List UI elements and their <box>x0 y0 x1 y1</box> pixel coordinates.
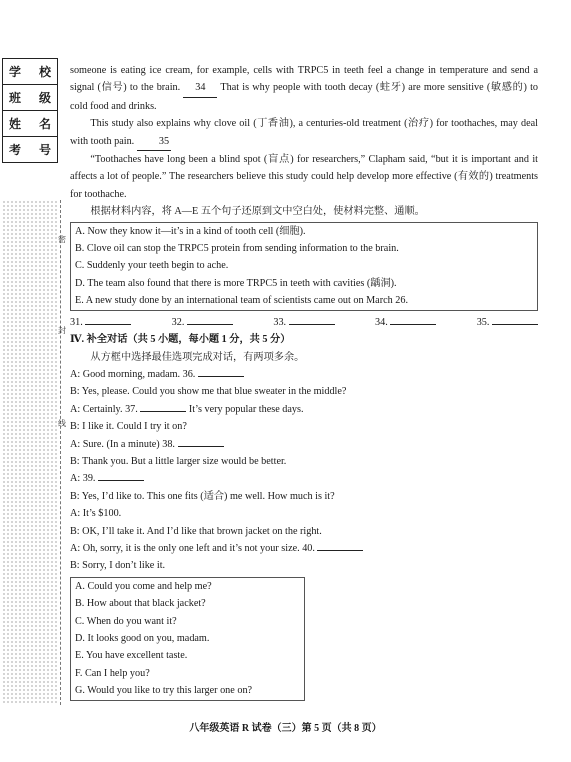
student-info-box <box>2 58 58 163</box>
answer-slot[interactable]: 35. <box>477 314 538 331</box>
dialog-blank[interactable] <box>178 446 224 447</box>
passage-paragraph: “Toothaches have long been a blind spot (盲点) for researchers,” Clapham said, “but it is important and it affects a lot of people.” The researchers believe this study could help develop more effective (有效的) treatments for toothache. <box>70 154 538 200</box>
task-instruction: 根据材料内容，将 A—E 五个句子还原到文中空白处，使材料完整、通顺。 <box>90 206 425 218</box>
binding-strip <box>2 200 58 705</box>
seal-char: 线 <box>58 419 66 428</box>
dialog-blank[interactable] <box>198 376 244 377</box>
answer-slot[interactable]: 32. <box>172 314 233 331</box>
exam-number-field: 考 号 <box>9 143 51 157</box>
dialog-blank[interactable] <box>317 550 363 551</box>
dialog-blank[interactable] <box>140 411 186 412</box>
dialog <box>70 366 538 575</box>
option-item: D. The team also found that there is more TRPC5 in teeth with cavities (龋洞). <box>75 277 397 289</box>
answer-row <box>70 314 538 331</box>
option-item: A. Now they know it—it’s in a kind of tooth cell (细胞). <box>75 225 306 237</box>
passage-paragraph: someone is eating ice cream, for example, cells with TRPC5 in teeth feel a change in temperature and send a signal (信号) to the brain. 34 That is why people with tooth decay (蛀牙) are more sensitive (敏感的) to cold food and drinks. <box>70 65 539 112</box>
dialog-options-box <box>70 577 305 701</box>
section-title: Ⅳ. 补全对话（共 5 小题，每小题 1 分，共 5 分） <box>70 334 291 346</box>
dialog-line: B: Sorry, I don’t like it. <box>70 560 166 572</box>
section-instruction: 从方框中选择最佳选项完成对话，有两项多余。 <box>90 351 305 363</box>
option-item: E. A new study done by an international team of scientists came out on March 26. <box>75 295 408 307</box>
dialog-line: B: Yes, I’d like to. This one fits (适合) me well. How much is it? <box>70 490 335 502</box>
page-footer: 八年级英语 R 试卷（三）第 5 页（共 8 页） <box>189 723 382 734</box>
class-field: 班 级 <box>3 85 57 111</box>
dialog-line: A: It’s $100. <box>70 508 122 520</box>
option-item: B. Clove oil can stop the TRPC5 protein from sending information to the brain. <box>75 243 399 255</box>
option-item: E. You have excellent taste. <box>75 650 188 662</box>
dialog-line: A: Certainly. 37. It’s very popular these days. <box>70 403 304 415</box>
seal-char: 封 <box>58 326 66 335</box>
school-field: 学 校 <box>3 59 57 85</box>
dialog-line: A: Oh, sorry, it is the only one left and it’s not your size. 40. <box>70 540 538 557</box>
answer-slot[interactable]: 33. <box>273 314 334 331</box>
dialog-line: B: Yes, please. Could you show me that blue sweater in the middle? <box>70 386 347 398</box>
answer-slot[interactable]: 34. <box>375 314 436 331</box>
option-item: F. Can I help you? <box>75 667 150 679</box>
dialog-blank[interactable] <box>98 480 144 481</box>
sentence-options-box <box>70 222 538 311</box>
seal-char: 密 <box>58 235 66 244</box>
option-item: G. Would you like to try this larger one on? <box>75 685 253 697</box>
passage-paragraph: This study also explains why clove oil (丁香油), a centuries-old treatment (治疗) for toothaches, may deal with tooth pain. 35 <box>70 115 538 151</box>
seal-line <box>60 200 61 705</box>
blank-34: 34 <box>183 79 217 97</box>
option-item: D. It looks good on you, madam. <box>75 633 210 644</box>
dialog-line: A: 39. <box>70 470 538 487</box>
option-item: C. Suddenly your teeth begin to ache. <box>75 260 229 272</box>
name-field: 姓 名 <box>3 111 57 137</box>
page-content <box>70 62 538 704</box>
option-item: C. When do you want it? <box>75 615 177 627</box>
answer-slot[interactable]: 31. <box>70 314 131 331</box>
option-item: B. How about that black jacket? <box>75 598 206 610</box>
dialog-line: B: OK, I’ll take it. And I’d like that brown jacket on the right. <box>70 525 322 537</box>
dialog-line: B: Thank you. But a little larger size would be better. <box>70 455 287 467</box>
blank-35: 35 <box>137 133 171 151</box>
dialog-line: A: Sure. (In a minute) 38. <box>70 436 538 453</box>
option-item: A. Could you come and help me? <box>75 580 212 592</box>
dialog-line: B: I like it. Could I try it on? <box>70 421 187 433</box>
dialog-line: A: Good morning, madam. 36. <box>70 366 538 383</box>
